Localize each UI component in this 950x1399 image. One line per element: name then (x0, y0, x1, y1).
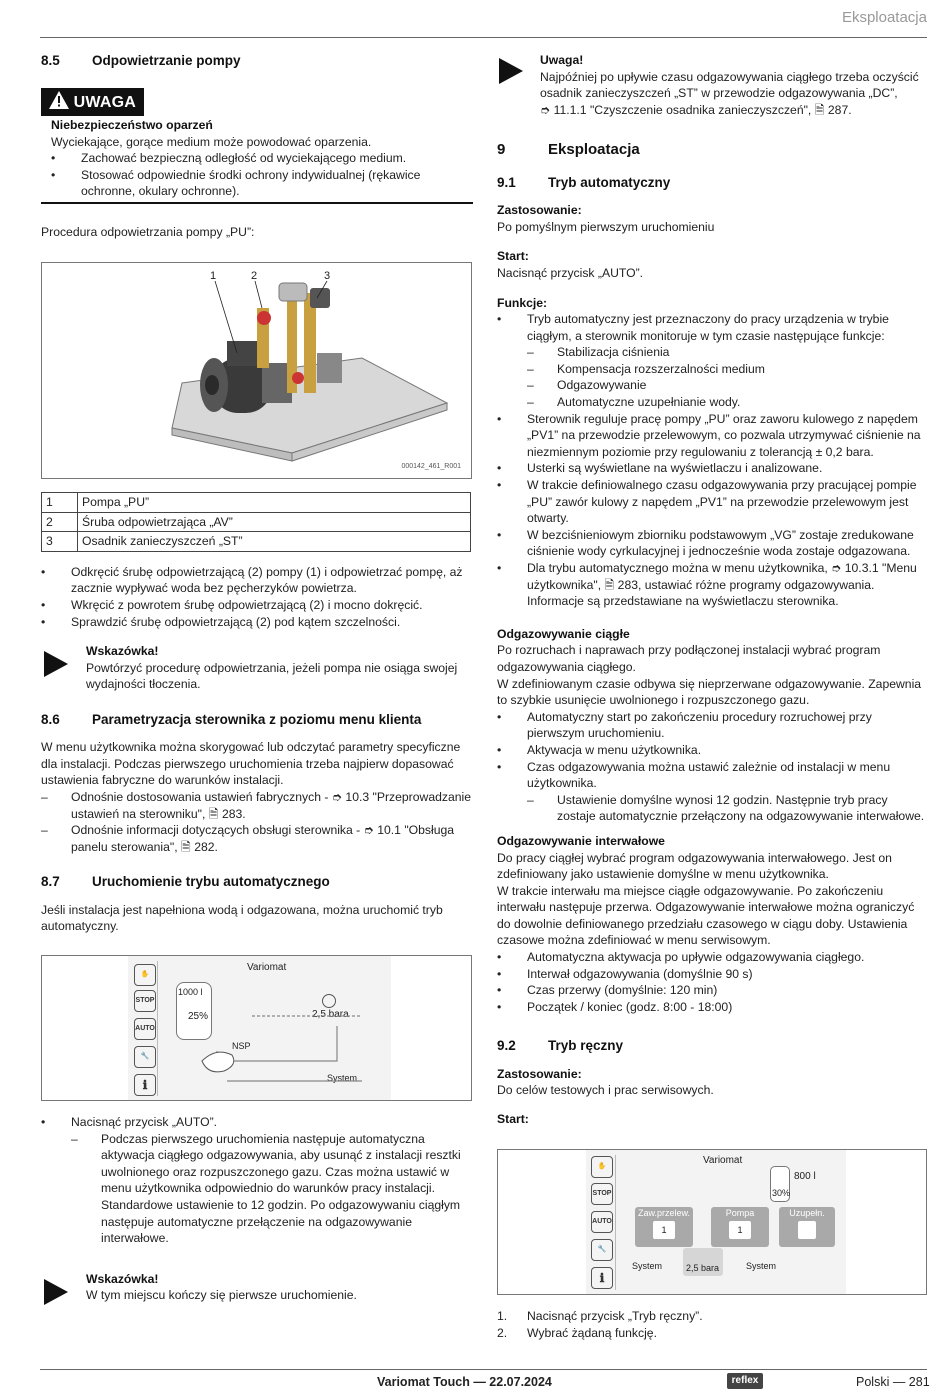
system-left-label: System (632, 1261, 663, 1271)
right-column (497, 52, 927, 1128)
controller-title: Variomat (247, 962, 287, 973)
continuous-p1: Po rozruchach i naprawach przy podłączonej instalacji wybrać program odgazowywania ciągłego. (497, 643, 881, 674)
figure-code: 000142_461_R001 (401, 463, 461, 471)
manual-usage-text: Do celów testowych i prac serwisowych. (497, 1083, 714, 1098)
footer-divider (40, 1369, 927, 1370)
continuous-title: Odgazowywanie ciągłe (497, 626, 630, 641)
start-text: Nacisnąć przycisk „AUTO”. (497, 265, 644, 280)
interval-bullet: • Czas przerwy (domyślnie: 120 min) (497, 982, 927, 999)
hand-icon[interactable]: ✋ (591, 1156, 613, 1178)
callout-2: 2 (251, 270, 258, 282)
link-dash-item[interactable]: – Odnośnie dostosowania ustawień fabrycznych - ➮ 10.3 "Przeprowadzanie ustawień na sterowniku", 🗎 283. (41, 789, 473, 822)
section-9-1-heading: 9.1 Tryb automatyczny (497, 174, 671, 190)
hint-title: Wskazówka! (86, 644, 159, 659)
footer-product: Variomat Touch — 22.07.2024 (377, 1375, 552, 1389)
function-dash: – Kompensacja rozszerzalności medium (527, 361, 927, 378)
interval-bullet: • Interwał odgazowywania (domyślnie 90 s) (497, 966, 927, 983)
footer-page: Polski — 281 (856, 1375, 930, 1389)
manual-start-label: Start: (497, 1111, 529, 1126)
attention-title: Uwaga! (540, 53, 584, 67)
warning-triangle-icon (49, 91, 69, 108)
section-8-7-heading: 8.7 Uruchomienie trybu automatycznego (41, 874, 330, 890)
header-section-title: Eksploatacja (841, 9, 927, 26)
warning-text: Wyciekające, gorące medium może powodować oparzenia. (51, 134, 372, 149)
pressure-value: 2,5 bara (686, 1263, 720, 1273)
arrow-right-icon (44, 651, 68, 677)
hint-text: Powtórzyć procedurę odpowietrzania, jeżeli pompa nie osiąga swojej wydajności tłoczenia. (86, 660, 458, 692)
left-column (41, 52, 473, 241)
brand-logo: reflex (727, 1373, 763, 1389)
pump-figure (41, 262, 472, 479)
table-row: 3 Osadnik zanieczyszczeń „ST” (42, 532, 471, 552)
interval-title: Odgazowywanie interwałowe (497, 833, 665, 848)
hint-block (41, 643, 473, 693)
auto-dash: – Podczas pierwszego uruchomienia następuje automatyczna aktywacja ciągłego odgazowywania, aby usunąć z instalacji resztki uwolnionego oraz rozpuszczonego gazu. Czas można ustawić w menu użytkownika odpowiednio do warunków pracy instalacji. Standardowe ustawienie to 12 godzin. Po odgazowywaniu ciągłym następuje automatyczne przełączenie na odgazowywanie interwałowe. (71, 1131, 473, 1247)
function-bullet: • Usterki są wyświetlane na wyświetlaczu i analizowane. (497, 460, 927, 477)
hand-icon[interactable]: ✋ (134, 964, 156, 986)
callout-1: 1 (210, 270, 217, 282)
step-bullet: • Odkręcić śrubę odpowietrzającą (2) pompy (1) i odpowietrzać pompę, aż zacznie wypływać woda bez pęcherzyków powietrza. (41, 564, 473, 597)
link-dash-item[interactable]: – Odnośnie informacji dotyczących obsługi sterownika - ➮ 10.1 "Obsługa panelu sterowania", 🗎 282. (41, 822, 473, 855)
left-column-lower (41, 492, 473, 935)
vessel-volume: 1000 l (178, 987, 203, 997)
start-label: Start: (497, 249, 529, 264)
functions-label: Funkcje: (497, 295, 548, 310)
callout-3: 3 (324, 270, 331, 282)
section-8-6-text: W menu użytkownika można skorygować lub odczytać parametry specyficzne dla instalacji. Podczas pierwszego uruchomienia trzeba najpierw dopasować ustawienia fabryczne do warunków instalacji. (41, 740, 461, 788)
function-bullet: • W bezciśnieniowym zbiorniku podstawowym „VG” zostaje zredukowane ciśnienie wody cyrkulacyjnej i jednocześnie woda zostaje odgazowana. (497, 527, 927, 560)
table-row: 1 Pompa „PU” (42, 493, 471, 513)
section-8-7-text: Jeśli instalacja jest napełniona wodą i odgazowana, można uruchomić tryb automatyczny. (41, 902, 443, 934)
continuous-p2: W zdefiniowanym czasie odbywa się nieprzerwane odgazowywanie. Zapewnia to szybkie usunięcie uwolnionego i rozpuszczonego gazu. (497, 676, 922, 708)
nsp-label: NSP (232, 1041, 251, 1051)
function-bullet: • Sterownik reguluje pracę pompy „PU” oraz zaworu kulowego z napędem „PV1” na przewodzie przelewowym, co pozwala utrzymywać ciśnienie na niezmiennym poziomie przy regulowaniu z tolerancją ± 0,2 bara. (497, 411, 927, 461)
warning-label: UWAGA (41, 88, 144, 116)
function-bullet: • Dla trybu automatycznego można w menu użytkownika, ➮ 10.3.1 "Menu użytkownika", 🗎 283, ustawiać różne programy odgazowywania. Informacje są przedstawiane na wyświetlaczu sterownika. (497, 560, 927, 610)
function-dash: – Automatyczne uzupełnianie wody. (527, 394, 927, 411)
interval-p1: Do pracy ciągłej wybrać program odgazowywania interwałowego. Jest on zdefiniowany jako ustawienie domyślne w menu użytkownika. (497, 850, 892, 882)
attention-block (497, 52, 927, 118)
warning-bullet: • Zachować bezpieczną odległość od wyciekającego medium. (51, 150, 473, 167)
step-bullet: • Wkręcić z powrotem śrubę odpowietrzającą (2) i mocno dokręcić. (41, 597, 473, 614)
system-right-label: System (746, 1261, 777, 1271)
vessel-percent: 25% (188, 1011, 209, 1022)
warning-block (41, 88, 473, 204)
hint-block-2 (41, 1271, 473, 1319)
vessel-volume: 800 l (794, 1171, 816, 1182)
step-bullet: • Sprawdzić śrubę odpowietrzającą (2) pod kątem szczelności. (41, 614, 473, 631)
attention-ref[interactable]: ➮ 11.1.1 "Czyszczenie osadnika zanieczyszczeń", 🗎 287. (540, 102, 852, 117)
interval-bullet: • Początek / koniec (godz. 8:00 - 18:00) (497, 999, 927, 1016)
left-column-bottom (41, 1114, 473, 1319)
hint-title: Wskazówka! (86, 1271, 159, 1286)
auto-bullet: • Nacisnąć przycisk „AUTO”. (41, 1114, 473, 1131)
controller-auto-figure (41, 955, 472, 1101)
auto-button[interactable]: AUTO (134, 1018, 156, 1040)
function-dash: – Odgazowywanie (527, 377, 927, 394)
info-icon[interactable]: ℹ (134, 1074, 156, 1096)
section-9-2-heading: 9.2 Tryb ręczny (497, 1038, 624, 1054)
usage-label: Zastosowanie: (497, 203, 582, 218)
hint-text: W tym miejscu kończy się pierwsze uruchomienie. (86, 1288, 357, 1303)
piping-diagram (192, 1006, 362, 1086)
stop-button[interactable]: STOP (134, 990, 156, 1012)
pressure-value: 2,5 bara (312, 1009, 349, 1020)
interval-p2: W trakcie interwału ma miejsce ciągłe odgazowywanie. Po zakończeniu interwału następuje przerwa. Odgazowywanie interwałowe można ograniczyć do dowolnie definiowanego przedziału czasowego w ciągu doby. Ustawienia czasowe można zdefiniować w menu serwisowym. (497, 883, 915, 948)
section-9-heading: 9 Eksploatacja (497, 141, 640, 159)
step-1: 1. Nacisnąć przycisk „Tryb ręczny”. (497, 1309, 703, 1323)
manual-steps (497, 1308, 927, 1341)
continuous-bullet: • Aktywacja w menu użytkownika. (497, 742, 927, 759)
wrench-icon[interactable]: 🔧 (134, 1046, 156, 1068)
info-icon[interactable]: ℹ (591, 1267, 613, 1289)
auto-button[interactable]: AUTO (591, 1211, 613, 1233)
continuous-dash: – Ustawienie domyślne wynosi 12 godzin. Następnie tryb pracy zostaje automatycznie przełączony na odgazowywanie interwałowe. (527, 792, 927, 825)
table-row: 2 Śruba odpowietrzająca „AV” (42, 512, 471, 532)
function-bullet: • W trakcie definiowalnego czasu odgazowywania przy pracującej pompie „PU” zawór kulowy z napędem „PV1” na przewodzie przelewowym jest otwarty. (497, 477, 927, 527)
tile-pump[interactable]: Pompa 1 (711, 1207, 769, 1247)
tile-overflow[interactable]: Zaw.przelew. 1 (635, 1207, 693, 1247)
warning-title: Niebezpieczeństwo oparzeń (51, 118, 213, 133)
wrench-icon[interactable]: 🔧 (591, 1239, 613, 1261)
function-dash: – Stabilizacja ciśnienia (527, 344, 927, 361)
arrow-right-icon (44, 1279, 68, 1305)
controller-manual-figure (497, 1149, 927, 1295)
warning-bullet: • Stosować odpowiednie środki ochrony indywidualnej (rękawice ochronne, okulary ochronne). (51, 167, 473, 200)
system-label: System (327, 1073, 358, 1083)
continuous-bullet: • Czas odgazowywania można ustawić zależnie od instalacji w menu użytkownika. (497, 759, 927, 792)
tile-refill[interactable]: Uzupełn. (779, 1207, 835, 1247)
pump-illustration (42, 263, 471, 478)
stop-button[interactable]: STOP (591, 1183, 613, 1205)
continuous-bullet: • Automatyczny start po zakończeniu procedury rozruchowej przy pierwszym uruchomieniu. (497, 709, 927, 742)
function-bullet: • Tryb automatyczny jest przeznaczony do pracy urządzenia w trybie ciągłym, a sterownik monitoruje w tym czasie następujące funkcje: (497, 311, 927, 344)
interval-bullet: • Automatyczna aktywacja po upływie odgazowywania ciągłego. (497, 949, 927, 966)
section-8-5-heading: 8.5 Odpowietrzanie pompy (41, 53, 241, 68)
manual-usage-label: Zastosowanie: (497, 1066, 582, 1081)
attention-text: Najpóźniej po upływie czasu odgazowywania ciągłego trzeba oczyścić osadnik zanieczyszczeń „ST” w przewodzie odgazowywania „DC”, (540, 69, 919, 101)
vessel-percent: 30% (772, 1188, 791, 1198)
controller-title: Variomat (703, 1155, 743, 1166)
step-2: 2. Wybrać żądaną funkcję. (497, 1325, 657, 1340)
procedure-intro: Procedura odpowietrzania pompy „PU”: (41, 225, 255, 240)
usage-text: Po pomyślnym pierwszym uruchomieniu (497, 219, 715, 234)
arrow-right-icon (499, 58, 523, 84)
section-8-6-heading: 8.6 Parametryzacja sterownika z poziomu menu klienta (41, 711, 422, 727)
header-divider (40, 37, 927, 38)
legend-table (41, 492, 471, 552)
